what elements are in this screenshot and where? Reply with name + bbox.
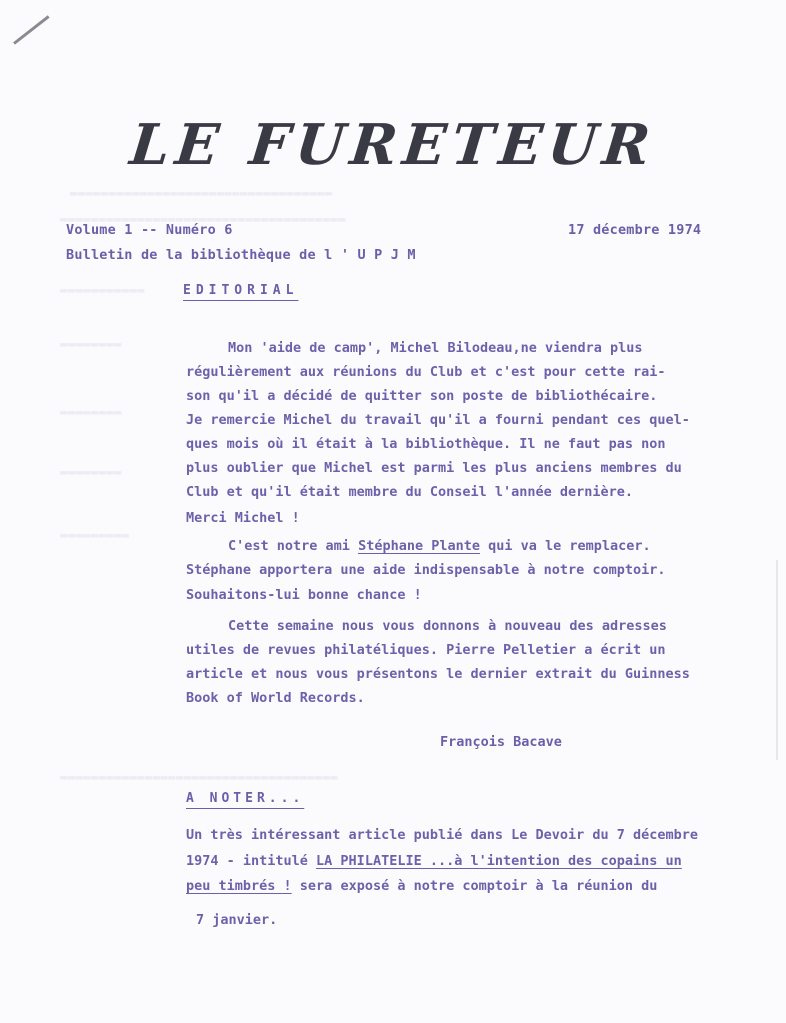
editorial-line: Cette semaine nous vous donnons à nouveau des adresses xyxy=(228,618,667,634)
article-title: peu timbrés ! xyxy=(186,878,292,894)
editorial-line: utiles de revues philatéliques. Pierre Pelletier a écrit un xyxy=(186,642,666,658)
bleed-through-text: ▬▬▬▬▬▬▬▬ xyxy=(60,405,122,419)
notice-line: 7 janvier. xyxy=(196,912,278,928)
issue-date: 17 décembre 1974 xyxy=(568,222,702,238)
bleed-through-text: ▬▬▬▬▬▬▬▬▬▬▬▬▬▬▬▬▬▬▬▬▬▬▬▬▬▬▬▬▬▬▬▬▬▬▬▬▬ xyxy=(60,212,346,226)
editorial-line: régulièrement aux réunions du Club et c'est pour cette rai- xyxy=(186,364,666,380)
article-title: LA PHILATELIE ...à l'intention des copains un xyxy=(316,853,682,869)
editorial-line: Mon 'aide de camp', Michel Bilodeau,ne viendra plus xyxy=(228,340,643,356)
signature: François Bacave xyxy=(440,734,562,750)
editorial-line: Stéphane apportera une aide indispensable à notre comptoir. xyxy=(186,562,666,578)
editorial-line: Book of World Records. xyxy=(186,690,365,706)
notice-line: Un très intéressant article publié dans Le Devoir du 7 décembre xyxy=(186,827,699,843)
bulletin-subtitle: Bulletin de la bibliothèque de l ' U P J M xyxy=(66,247,416,263)
editorial-line: son qu'il a décidé de quitter son poste de bibliothécaire. xyxy=(186,388,658,404)
bleed-through-text: ▬▬▬▬▬▬▬▬▬ xyxy=(60,528,130,542)
scan-edge xyxy=(776,560,778,760)
masthead-title: LE FURETEUR xyxy=(126,112,660,178)
bleed-through-text: ▬▬▬▬▬▬▬▬ xyxy=(60,337,122,351)
editorial-line xyxy=(228,538,651,554)
text-segment: 1974 - intitulé xyxy=(186,853,317,869)
editorial-line: ques mois où il était à la bibliothèque. Il ne faut pas non xyxy=(186,436,666,452)
bleed-through-text: ▬▬▬▬▬▬▬▬▬▬▬ xyxy=(60,283,145,297)
text-segment: qui va le remplacer. xyxy=(488,538,651,554)
notice-line xyxy=(186,878,657,894)
bleed-through-text: ▬▬▬▬▬▬▬▬▬▬▬▬▬▬▬▬▬▬▬▬▬▬▬▬▬▬▬▬▬▬▬▬▬▬ xyxy=(70,186,333,200)
notice-heading: A NOTER... xyxy=(186,791,305,806)
scan-mark xyxy=(13,15,50,44)
editorial-line: plus oublier que Michel est parmi les plus anciens membres du xyxy=(186,460,682,476)
notice-line xyxy=(186,853,682,869)
text-segment: C'est notre ami xyxy=(228,538,350,554)
editorial-line: article et nous vous présentons le dernier extrait du Guinness xyxy=(186,666,690,682)
issue-number: Volume 1 -- Numéro 6 xyxy=(66,222,233,238)
text-segment: sera exposé à notre comptoir à la réunion du xyxy=(291,878,658,894)
editorial-line: Je remercie Michel du travail qu'il a fourni pendant ces quel- xyxy=(186,412,690,428)
bleed-through-text: ▬▬▬▬▬▬▬▬ xyxy=(60,465,122,479)
editorial-line: Souhaitons-lui bonne chance ! xyxy=(186,587,422,603)
editorial-line: Merci Michel ! xyxy=(186,510,300,526)
editorial-heading: EDITORIAL xyxy=(183,283,299,298)
editorial-line: Club et qu'il était membre du Conseil l'année dernière. xyxy=(186,484,634,500)
bleed-through-text: ▬▬▬▬▬▬▬▬▬▬▬▬▬▬▬▬▬▬▬▬▬▬▬▬▬▬▬▬▬▬▬▬▬▬▬▬ xyxy=(60,770,339,784)
highlighted-name: Stéphane Plante xyxy=(358,538,480,554)
